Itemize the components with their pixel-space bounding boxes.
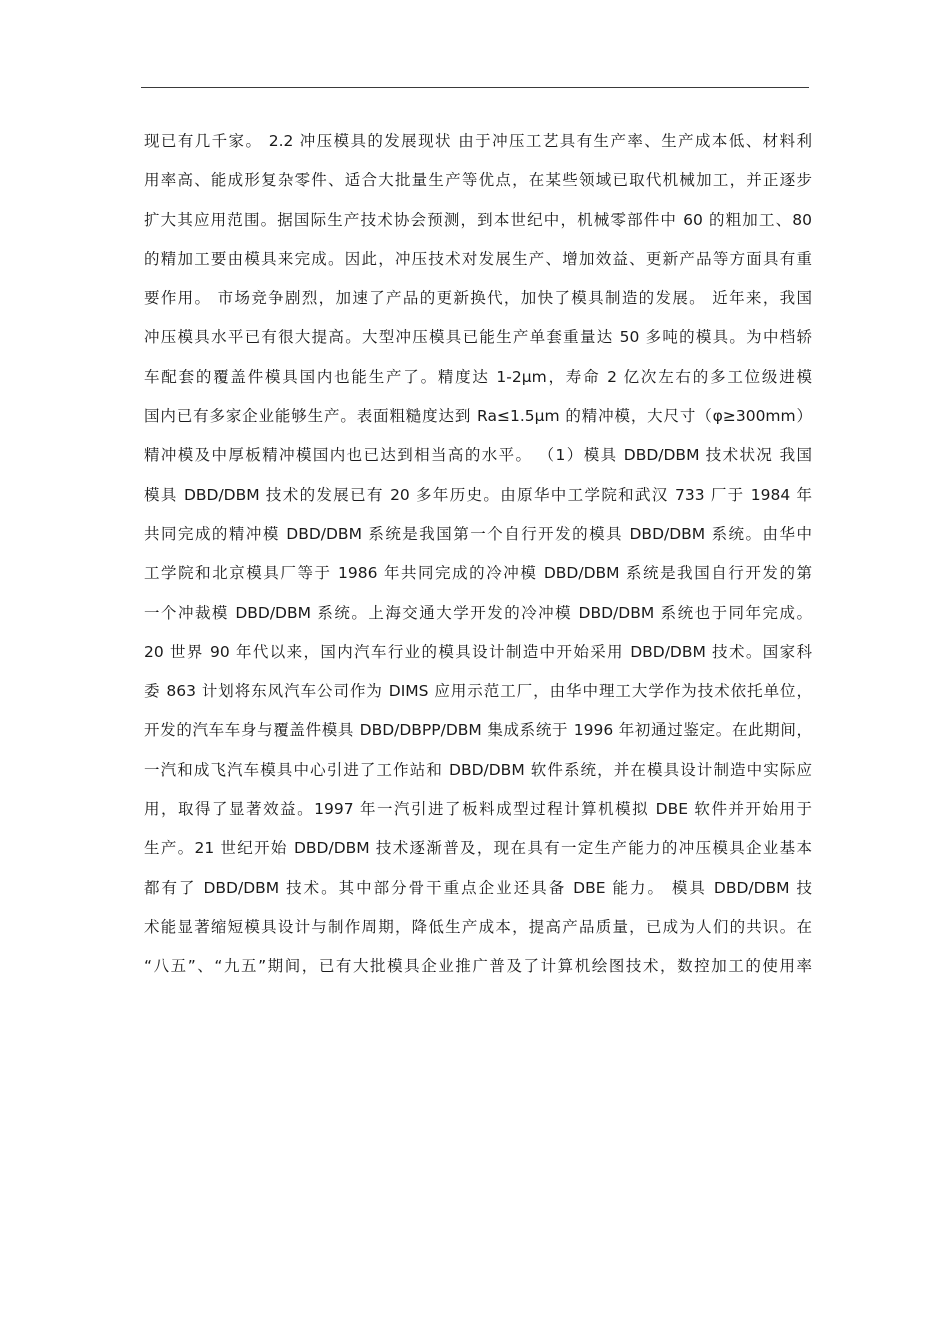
text-line: 现已有几千家。 2.2 冲压模具的发展现状 由于冲压工艺具有生产率、生产成本低、材料利 [144, 132, 812, 150]
text-line: 的精加工要由模具来完成。因此，冲压技术对发展生产、增加效益、更新产品等方面具有重 [144, 249, 812, 268]
text-line: 国内已有多家企业能够生产。表面粗糙度达到 Ra≤1.5μm 的精冲模，大尺寸（φ≥300mm） [144, 407, 812, 426]
text-line: 模具 DBD/DBM 技术的发展已有 20 多年历史。由原华中工学院和武汉 733 厂于 1984 年 [144, 485, 812, 504]
body-text [144, 122, 812, 987]
text-line: 要作用。 市场竞争剧烈，加速了产品的更新换代，加快了模具制造的发展。 近年来，我国 [144, 289, 812, 308]
text-line: 扩大其应用范围。据国际生产技术协会预测，到本世纪中，机械零部件中 60 的粗加工、80 [144, 210, 812, 229]
text-line: “八五”、“九五”期间，已有大批模具企业推广普及了计算机绘图技术，数控加工的使用率 [144, 957, 812, 976]
text-line: 开发的汽车车身与覆盖件模具 DBD/DBPP/DBM 集成系统于 1996 年初通过鉴定。在此期间， [144, 721, 812, 740]
text-line: 共同完成的精冲模 DBD/DBM 系统是我国第一个自行开发的模具 DBD/DBM 系统。由华中 [144, 524, 812, 543]
text-line: 工学院和北京模具厂等于 1986 年共同完成的冷冲模 DBD/DBM 系统是我国自行开发的第 [144, 564, 812, 583]
text-line: 精冲模及中厚板精冲模国内也已达到相当高的水平。 （1）模具 DBD/DBM 技术状况 我国 [144, 446, 812, 465]
text-line: 一个冲裁模 DBD/DBM 系统。上海交通大学开发的冷冲模 DBD/DBM 系统也于同年完成。 [144, 603, 812, 622]
text-line: 生产。21 世纪开始 DBD/DBM 技术逐渐普及，现在具有一定生产能力的冲压模具企业基本 [144, 839, 812, 858]
text-line: 20 世界 90 年代以来，国内汽车行业的模具设计制造中开始采用 DBD/DBM 技术。国家科 [144, 642, 812, 661]
text-line: 委 863 计划将东风汽车公司作为 DIMS 应用示范工厂，由华中理工大学作为技术依托单位， [144, 682, 812, 701]
text-line: 冲压模具水平已有很大提高。大型冲压模具已能生产单套重量达 50 多吨的模具。为中档轿 [144, 328, 812, 347]
text-line: 一汽和成飞汽车模具中心引进了工作站和 DBD/DBM 软件系统，并在模具设计制造中实际应 [144, 760, 812, 779]
text-line: 用率高、能成形复杂零件、适合大批量生产等优点，在某些领域已取代机械加工，并正逐步 [144, 171, 812, 190]
text-line: 用，取得了显著效益。1997 年一汽引进了板料成型过程计算机模拟 DBE 软件并开始用于 [144, 800, 812, 819]
text-line: 车配套的覆盖件模具国内也能生产了。精度达 1-2μm，寿命 2 亿次左右的多工位级进模 [144, 367, 812, 386]
text-line: 都有了 DBD/DBM 技术。其中部分骨干重点企业还具备 DBE 能力。 模具 DBD/DBM 技 [144, 878, 812, 897]
header-rule [141, 87, 809, 88]
text-line: 术能显著缩短模具设计与制作周期，降低生产成本，提高产品质量，已成为人们的共识。在 [144, 917, 812, 936]
